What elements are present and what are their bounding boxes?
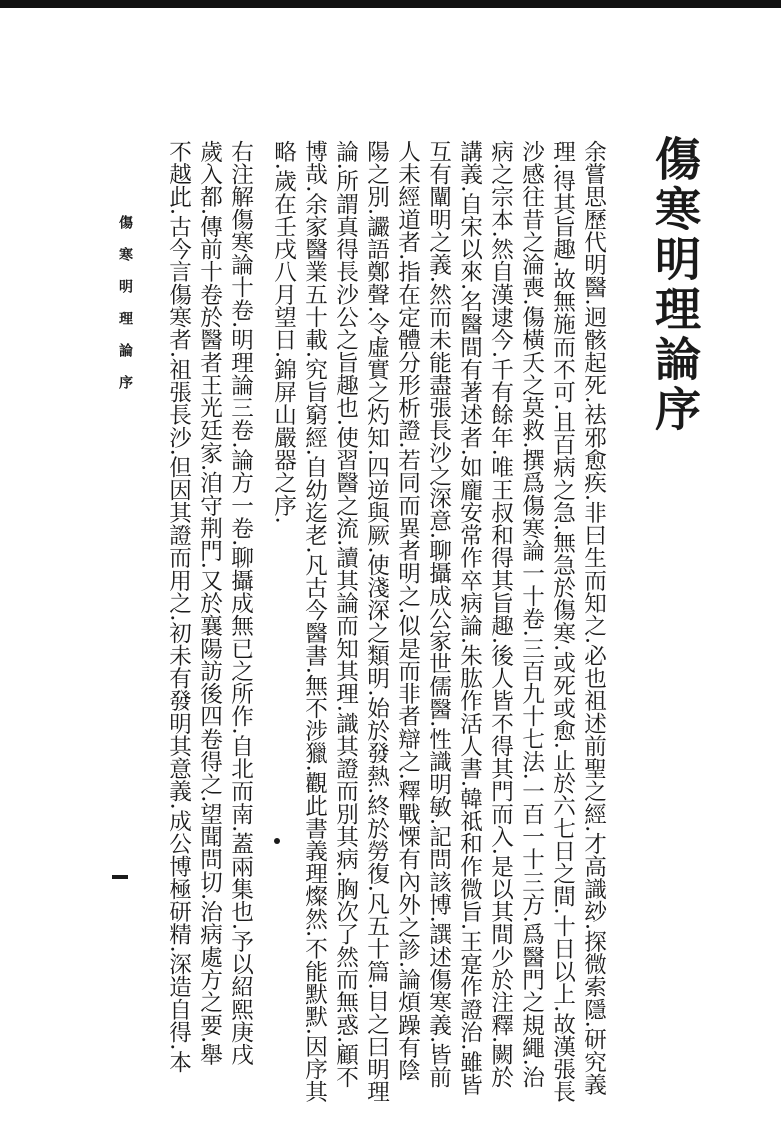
running-head: 傷寒明理論序 [117, 215, 133, 407]
page-title: 傷寒明理論序 [648, 135, 702, 435]
text-column: 講義.自宋以來.名醫間有著述者.如龐安常作卒病論.朱肱作活人書.韓祗和作微旨.王寔作證治.雖皆 [456, 140, 483, 1096]
text-column: 右注解傷寒論十卷.明理論三卷.論方一卷.聊攝成無已之所作.自北而南.蓋兩集也.予以紹熙庚戌 [227, 140, 254, 1066]
text-column: 略.歲在壬戌八月望日.錦屏山嚴器之序. [270, 140, 297, 524]
text-column: 沙感往昔之淪喪.傷橫夭之莫救.撰爲傷寒論一十卷.三百九十七法.一百一十三方.爲醫門之規繩.治 [518, 140, 545, 1089]
text-column: 理.得其旨趣.故無施而不可.且百病之急.無急於傷寒.或死或愈.止於六七日之間.十日以上.故漢張長 [549, 140, 576, 1103]
text-column: 病之宗本.然自漢逮今.千有餘年.唯王叔和得其旨趣.後人皆不得其門而入.是以其間少於注釋.闕於 [487, 140, 514, 1089]
text-column: 余嘗思歷代明醫.迥骸起死.祛邪愈疾.非曰生而知之.必也祖述前聖之經.才高識玅.探微索隱.研究義 [580, 140, 607, 1096]
page-folio [112, 875, 128, 879]
text-column: 博哉.余家醫業五十載.究旨窮經.自幼迄老.凡古今醫書.無不涉獵.觀此書義理燦然.不能默默.因序其 [301, 140, 328, 1103]
top-border-rule [0, 0, 781, 8]
text-column: 歲入都.傳前十卷於醫者王光廷家.洎守荆門.又於襄陽訪後四卷得之.望聞問切.治病處方之要.舉 [196, 140, 223, 1066]
text-column: 人未經道者.指在定體分形析證.若同而異者明之.似是而非者辯之.釋戰慄有內外之診.論煩躁有陰 [394, 140, 421, 1082]
text-column: 不越此.古今言傷寒者.祖張長沙.但因其證而用之.初未有發明其意義.成公博極研精.深造自得.本 [165, 140, 192, 1074]
text-column: 互有闡明之義.然而未能盡張長沙之深意.聊攝成公家世儒醫.性識明敏.記問該博.譔述傷寒義.皆前 [425, 140, 452, 1089]
text-column: 論.所謂真得長沙公之旨趣也.使習醫之流.讀其論而知其理.識其證而別其病.胸次了然而無惑.顧不 [332, 140, 359, 1089]
text-column: 陽之別.讝語鄭聲.令虛實之灼知.四逆與厥.使淺深之類明.始於發熱.終於勞復.凡五十篇.目之曰明理 [363, 140, 390, 1103]
ink-dot-mark [274, 838, 280, 844]
